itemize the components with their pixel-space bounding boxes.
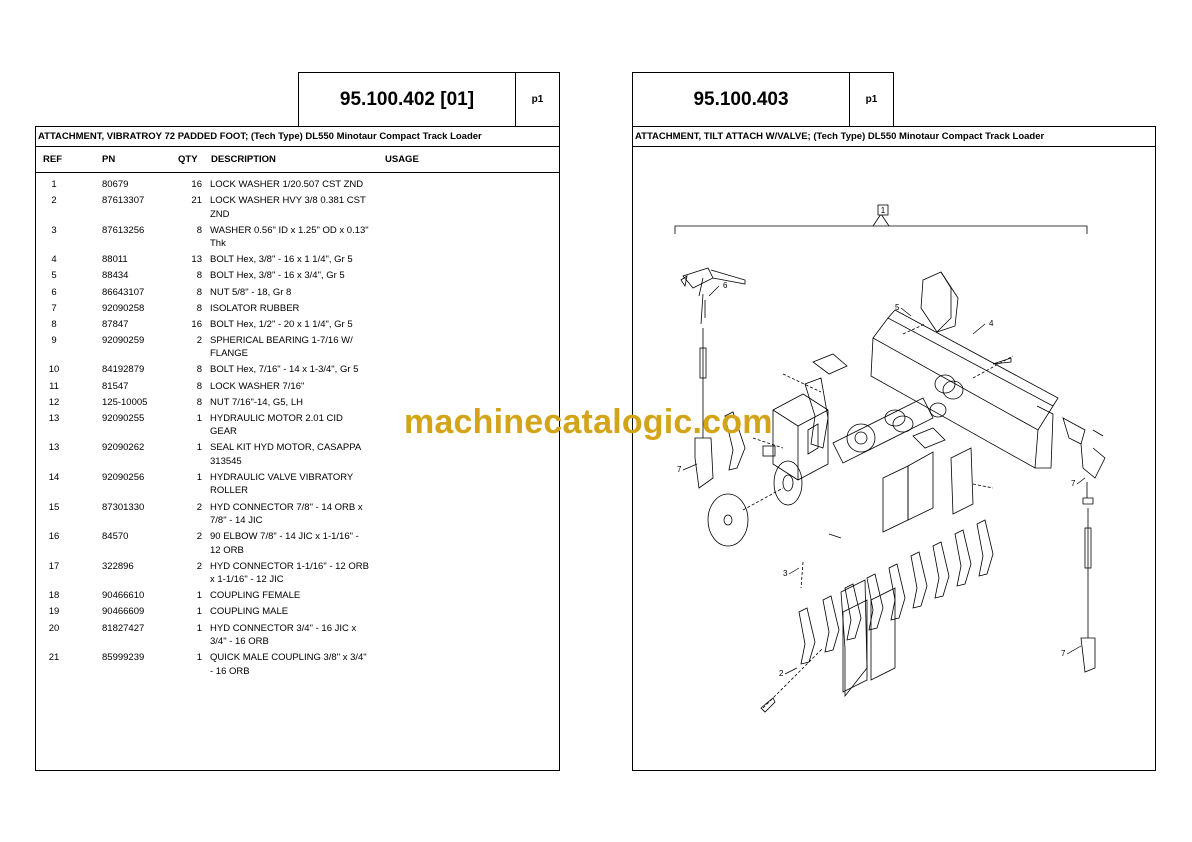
row-ref: 1 xyxy=(51,179,57,190)
row-description xyxy=(210,441,386,468)
row-pn: 86643107 xyxy=(102,286,145,298)
row-description xyxy=(210,318,386,332)
row-description-line: LOCK WASHER HVY 3/8 0.381 CST xyxy=(210,195,366,207)
row-description-line: NUT 7/16"-14, G5, LH xyxy=(210,396,303,408)
row-ref: 17 xyxy=(48,560,60,572)
row-qty: 1 xyxy=(196,412,202,424)
housing-inner xyxy=(883,452,933,532)
row-ref: 11 xyxy=(49,380,59,392)
callout-7a: 7 xyxy=(677,465,682,474)
row-description-line: QUICK MALE COUPLING 3/8" x 3/4" xyxy=(210,652,367,664)
row-ref: 20 xyxy=(48,622,60,634)
row-description-line: HYD CONNECTOR 7/8" - 14 ORB x xyxy=(210,501,363,513)
exploded-parts-diagram xyxy=(633,148,1155,770)
row-ref: 3 xyxy=(51,224,57,236)
row-description-line: 3/4" - 16 ORB xyxy=(210,636,269,647)
header-pn: PN xyxy=(102,154,116,165)
row-ref: 9 xyxy=(51,334,57,346)
row-pn: 81547 xyxy=(102,380,129,392)
row-description-line: Thk xyxy=(210,238,226,250)
row-description-line: ZND xyxy=(210,208,230,220)
row-description xyxy=(210,560,386,587)
row-ref: 2 xyxy=(51,195,57,207)
row-qty: 1 xyxy=(196,652,202,664)
row-qty: 8 xyxy=(196,224,202,236)
row-description xyxy=(210,363,386,377)
row-pn: 85999239 xyxy=(102,652,145,664)
right-panel-title: ATTACHMENT, TILT ATTACH W/VALVE; (Tech Type) DL550 Minotaur Compact Track Loader xyxy=(633,127,1155,147)
row-qty: 2 xyxy=(196,334,202,346)
row-description-line: SPHERICAL BEARING 1-7/16 W/ xyxy=(210,334,353,346)
left-lever xyxy=(681,268,745,488)
row-qty: 2 xyxy=(196,531,202,543)
row-qty: 1 xyxy=(196,471,202,483)
top-cover xyxy=(921,272,958,332)
left-parts-panel xyxy=(35,126,560,771)
row-qty: 8 xyxy=(196,302,202,314)
row-pn: 80679 xyxy=(102,179,129,190)
row-qty: 2 xyxy=(196,560,202,572)
row-description xyxy=(210,194,386,221)
row-pn: 92090256 xyxy=(102,471,145,483)
row-description-line: 313545 xyxy=(210,455,242,467)
callout-4: 4 xyxy=(989,319,994,328)
row-ref: 7 xyxy=(51,302,57,314)
row-ref: 6 xyxy=(51,286,57,298)
row-ref: 19 xyxy=(48,606,60,618)
bearing-cylinders xyxy=(885,375,963,432)
row-qty: 8 xyxy=(196,286,202,298)
clamp-pieces xyxy=(813,354,945,448)
row-ref: 14 xyxy=(48,471,60,483)
row-description-line: ISOLATOR RUBBER xyxy=(210,302,300,314)
row-pn: 90466610 xyxy=(102,590,145,602)
row-description xyxy=(210,530,386,557)
right-section-code: 95.100.403 xyxy=(693,88,789,110)
sprocket-gear xyxy=(774,461,802,505)
row-pn: 84570 xyxy=(102,531,129,543)
row-qty: 8 xyxy=(196,270,202,282)
row-description xyxy=(210,622,386,649)
row-qty: 1 xyxy=(196,442,202,454)
assembly-bracket xyxy=(675,214,1087,234)
main-housing-frame xyxy=(871,310,1058,468)
row-qty: 8 xyxy=(196,364,202,376)
row-qty: 8 xyxy=(196,380,202,392)
row-ref: 13 xyxy=(48,442,60,454)
row-ref: 13 xyxy=(48,412,60,424)
row-description-line: HYDRAULIC VALVE VIBRATORY xyxy=(210,471,354,483)
row-ref: 15 xyxy=(48,501,60,513)
row-description xyxy=(210,589,386,603)
row-ref: 5 xyxy=(51,270,57,282)
large-disc xyxy=(708,494,748,546)
callout-7b: 7 xyxy=(1071,479,1076,488)
row-description xyxy=(210,412,386,439)
row-ref: 12 xyxy=(48,396,60,408)
row-description-line: HYD CONNECTOR 1-1/16" - 12 ORB xyxy=(210,560,369,572)
row-qty: 1 xyxy=(196,622,202,634)
eccentric-shaft xyxy=(833,398,933,463)
row-description xyxy=(210,380,386,394)
row-description-line: LOCK WASHER 1/20.507 CST ZND xyxy=(210,179,364,190)
header-qty: QTY xyxy=(178,154,198,165)
row-qty: 1 xyxy=(196,606,202,618)
row-description-line: BOLT Hex, 3/8" - 16 x 1 1/4", Gr 5 xyxy=(210,254,353,266)
header-ref: REF xyxy=(43,154,62,165)
row-description-line: COUPLING MALE xyxy=(210,606,289,618)
row-ref: 18 xyxy=(48,590,60,602)
right-lever xyxy=(1063,418,1105,672)
row-qty: 21 xyxy=(191,195,202,207)
row-pn: 87301330 xyxy=(102,501,145,513)
row-description xyxy=(210,269,386,283)
row-pn: 322896 xyxy=(102,560,134,572)
row-pn: 92090262 xyxy=(102,442,145,454)
row-pn: 88011 xyxy=(102,254,128,266)
row-description xyxy=(210,253,386,267)
row-description-line: BOLT Hex, 1/2" - 20 x 1 1/4", Gr 5 xyxy=(210,318,353,330)
bolts xyxy=(743,324,1013,712)
row-qty: 13 xyxy=(191,254,202,266)
watermark: machinecatalogic.com xyxy=(404,403,773,441)
left-column-headers xyxy=(36,147,559,173)
callout-2: 2 xyxy=(779,669,784,678)
header-description: DESCRIPTION xyxy=(211,154,276,165)
row-description-line: BOLT Hex, 3/8" - 16 x 3/4", Gr 5 xyxy=(210,270,345,282)
row-description xyxy=(210,302,386,316)
row-qty: 16 xyxy=(191,179,202,190)
row-description-line: LOCK WASHER 7/16" xyxy=(210,380,305,392)
row-pn: 90466609 xyxy=(102,606,145,618)
row-pn: 92090259 xyxy=(102,334,145,346)
row-description xyxy=(210,178,386,192)
row-qty: 1 xyxy=(196,590,202,602)
right-page-label: p1 xyxy=(849,73,893,126)
row-description-line: GEAR xyxy=(210,426,237,438)
row-ref: 21 xyxy=(48,652,60,664)
right-code-box xyxy=(632,72,894,126)
row-description-line: HYDRAULIC MOTOR 2.01 CID xyxy=(210,412,343,424)
row-qty: 2 xyxy=(196,501,202,513)
row-description xyxy=(210,396,386,410)
row-description-line: FLANGE xyxy=(210,348,249,360)
row-description-line: NUT 5/8" - 18, Gr 8 xyxy=(210,286,292,298)
row-qty: 8 xyxy=(196,396,202,408)
row-pn: 92090255 xyxy=(102,412,145,424)
row-description xyxy=(210,605,386,619)
row-description-line: x 1-1/16" - 12 JIC xyxy=(210,574,284,586)
row-ref: 10 xyxy=(48,364,60,376)
callout-6: 6 xyxy=(723,281,728,290)
row-description xyxy=(210,224,386,251)
row-qty: 16 xyxy=(191,318,202,330)
row-pn: 92090258 xyxy=(102,302,145,314)
row-description-line: COUPLING FEMALE xyxy=(210,590,301,602)
callout-1 xyxy=(878,205,888,215)
row-ref: 8 xyxy=(51,318,57,330)
row-description-line: 7/8" - 14 JIC xyxy=(210,515,263,526)
row-description-line: ROLLER xyxy=(210,485,249,497)
svg-text:1: 1 xyxy=(880,206,886,215)
callout-7c: 7 xyxy=(1061,649,1066,658)
left-panel-title: ATTACHMENT, VIBRATROY 72 PADDED FOOT; (Tech Type) DL550 Minotaur Compact Track Loader xyxy=(36,127,559,147)
left-page-label: p1 xyxy=(515,73,559,126)
row-pn: 87613307 xyxy=(102,195,145,207)
row-ref: 4 xyxy=(51,254,57,266)
row-description-line: - 16 ORB xyxy=(210,665,250,677)
row-pn: 81827427 xyxy=(102,622,145,634)
row-description xyxy=(210,501,386,528)
row-description-line: 90 ELBOW 7/8" - 14 JIC x 1-1/16" - xyxy=(210,531,359,543)
header-usage: USAGE xyxy=(385,154,419,165)
side-plate xyxy=(805,378,828,448)
row-pn: 87613256 xyxy=(102,224,145,236)
row-description xyxy=(210,286,386,300)
row-pn: 88434 xyxy=(102,270,129,282)
row-description-line: SEAL KIT HYD MOTOR, CASAPPA xyxy=(210,442,362,454)
row-description xyxy=(210,334,386,361)
row-ref: 16 xyxy=(48,531,60,543)
motor-bracket xyxy=(773,394,828,480)
row-pn: 84192879 xyxy=(102,364,145,376)
row-description-line: HYD CONNECTOR 3/4" - 16 JIC x xyxy=(210,622,357,634)
row-description-line: WASHER 0.56" ID x 1.25" OD x 0.13" xyxy=(210,224,369,236)
row-description xyxy=(210,651,386,678)
row-description-line: BOLT Hex, 7/16" - 14 x 1-3/4", Gr 5 xyxy=(210,364,359,376)
callout-5: 5 xyxy=(895,303,900,312)
left-section-code: 95.100.402 [01] xyxy=(339,88,475,110)
right-diagram-panel xyxy=(632,126,1156,771)
padded-feet xyxy=(799,520,993,692)
row-description xyxy=(210,471,386,498)
row-description-line: 12 ORB xyxy=(210,544,244,556)
row-pn: 87847 xyxy=(102,318,129,330)
row-pn: 125-10005 xyxy=(102,396,148,408)
callout-3: 3 xyxy=(783,569,788,578)
left-code-box xyxy=(298,72,560,126)
vertical-plate xyxy=(951,448,973,514)
